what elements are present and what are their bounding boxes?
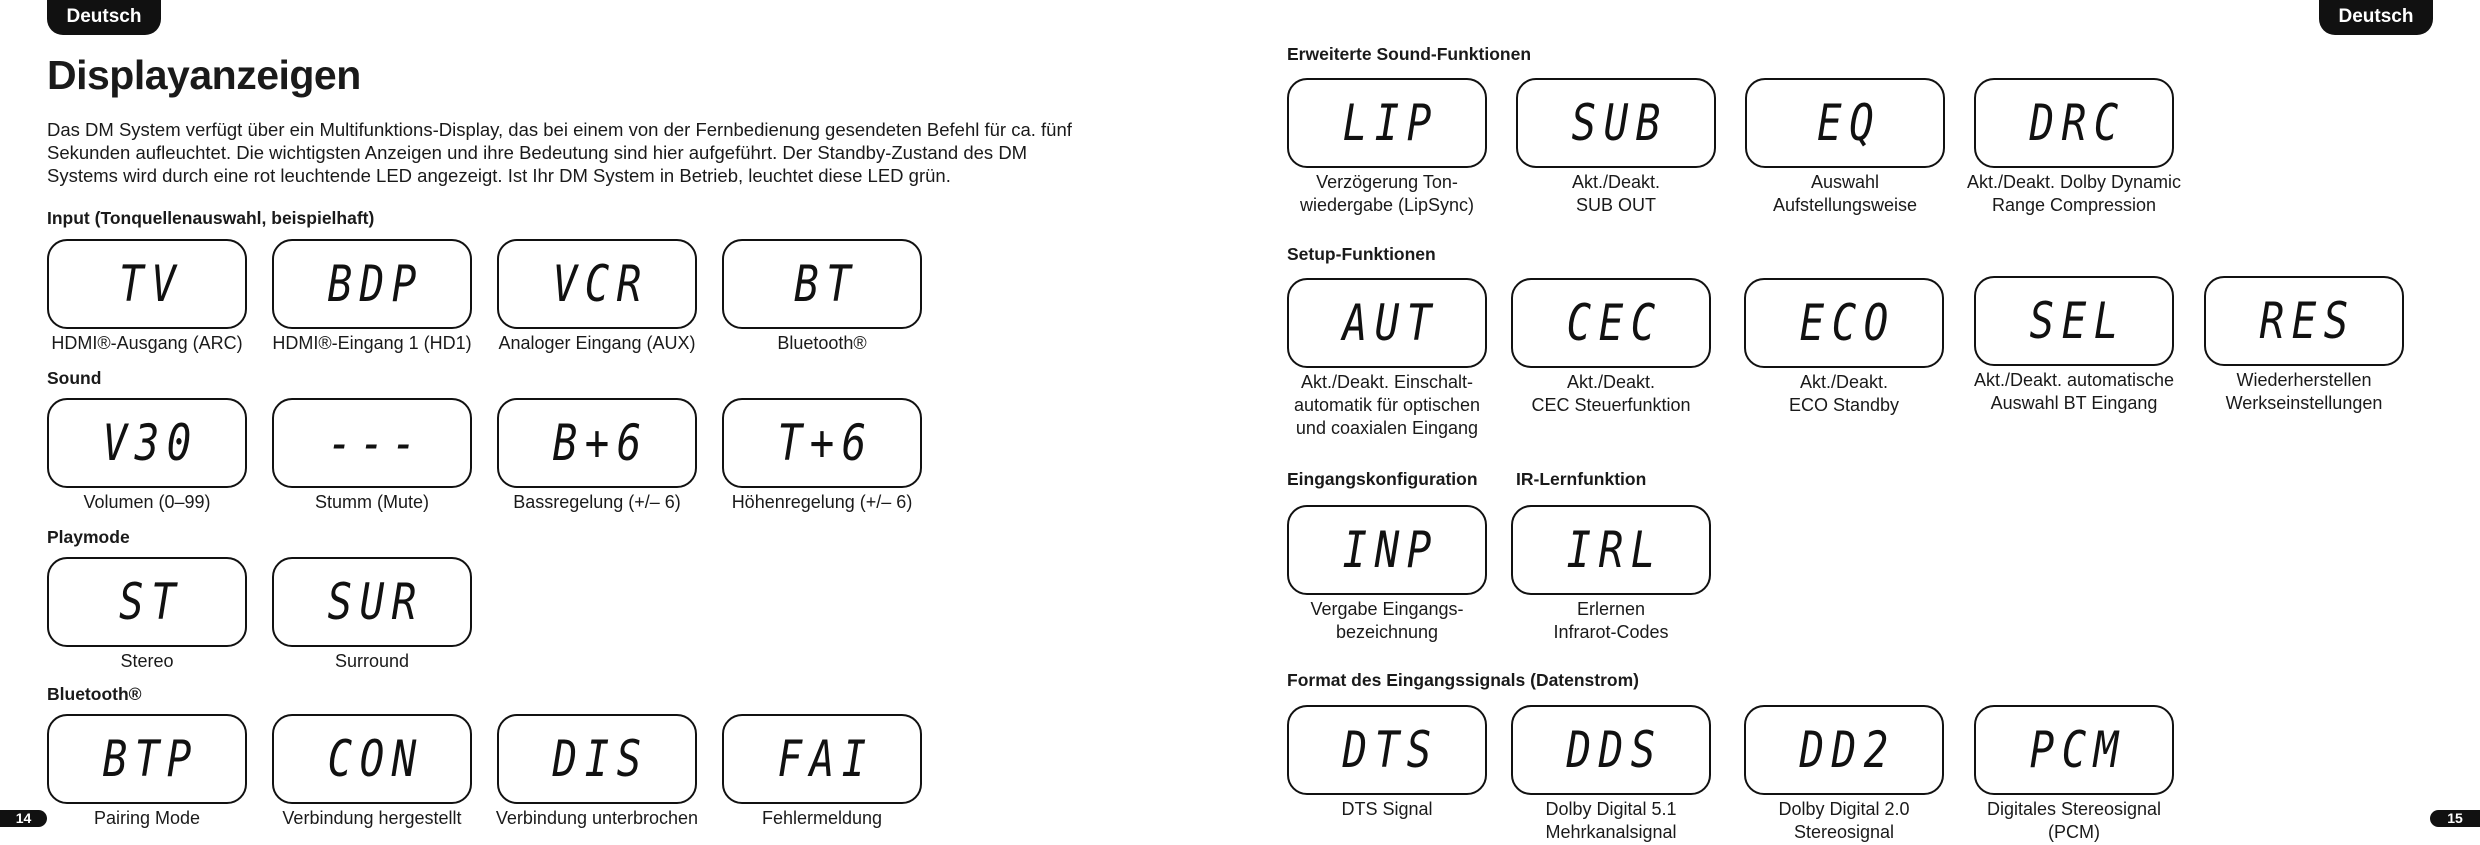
lcd-display [1511,505,1711,595]
lcd-display [1287,705,1487,795]
lcd-display [1744,705,1944,795]
lcd-text: T+6 [777,414,875,472]
page-number-left: 14 [0,810,47,827]
display-item [1511,705,1711,844]
lcd-text: CON [327,730,425,788]
lcd-display [722,714,922,804]
lcd-text: CEC [1566,294,1664,352]
display-item [1974,276,2174,415]
lcd-display [1974,276,2174,366]
language-tab-left: Deutsch [47,0,161,35]
lcd-display [272,714,472,804]
lcd-text: ST [118,573,184,631]
lcd-text: RES [2259,292,2357,350]
lcd-display [1511,278,1711,368]
display-caption: Fehlermeldung [761,808,883,828]
display-caption: Akt./Deakt. automatische Auswahl BT Eingang [1973,370,2175,413]
display-item [272,398,472,514]
lcd-display [1744,278,1944,368]
lcd-display [1974,705,2174,795]
lcd-text: FAI [777,730,875,788]
display-item [497,714,697,830]
section-heading-extended-sound: Erweiterte Sound-Funktionen [1287,44,1532,64]
lcd-text: INP [1342,521,1440,579]
lcd-display [1287,78,1487,168]
lcd-display [722,239,922,329]
lcd-text: --- [327,414,425,472]
display-caption: Akt./Deakt. Dolby Dynamic Range Compression [1966,172,2182,215]
display-item [1287,705,1487,821]
display-item [47,398,247,514]
display-caption: Akt./Deakt. Einschalt- automatik für optischen und coaxialen Eingang [1293,372,1481,438]
display-caption: Pairing Mode [93,808,201,828]
display-caption: Erlernen Infrarot-Codes [1553,599,1669,642]
lcd-text: TV [118,255,184,313]
display-item [1511,278,1711,417]
lcd-display [497,239,697,329]
display-caption: Wiederherstellen Werkseinstellungen [2225,370,2383,413]
lcd-text: AUT [1342,294,1440,352]
display-item [272,239,472,355]
lcd-display [497,714,697,804]
section-heading-input-config: Eingangskonfiguration [1287,469,1478,489]
lcd-display [497,398,697,488]
display-caption: HDMI®-Ausgang (ARC) [51,333,243,353]
display-item [497,239,697,355]
display-item [1974,705,2174,844]
lcd-text: LIP [1342,94,1440,152]
display-caption: DTS Signal [1341,799,1433,819]
lcd-display [47,398,247,488]
display-item [722,239,922,355]
section-heading-sound: Sound [47,368,102,388]
lcd-text: SUB [1571,94,1669,152]
lcd-text: DRC [2029,94,2127,152]
lcd-text: ECO [1799,294,1897,352]
display-item [1744,278,1944,417]
section-heading-setup: Setup-Funktionen [1287,244,1436,264]
display-item [2204,276,2404,415]
display-caption: Verbindung unterbrochen [495,808,699,828]
display-item [1745,78,1945,217]
display-caption: Bluetooth® [777,333,867,353]
lcd-text: DDS [1566,721,1664,779]
display-item [722,398,922,514]
lcd-text: IRL [1566,521,1664,579]
lcd-text: BT [793,255,859,313]
lcd-display [1511,705,1711,795]
display-caption: Dolby Digital 2.0 Stereosignal [1778,799,1910,842]
display-item [1516,78,1716,217]
page-number-right: 15 [2430,810,2480,827]
section-heading-input: Input (Tonquellenauswahl, beispielhaft) [47,208,375,228]
display-caption: Höhenregelung (+/– 6) [731,492,913,512]
lcd-text: SEL [2029,292,2127,350]
display-caption: Stumm (Mute) [314,492,429,512]
display-item [722,714,922,830]
lcd-text: BTP [102,730,200,788]
display-caption: Verbindung hergestellt [282,808,462,828]
display-caption: Stereo [120,651,174,671]
language-tab-right: Deutsch [2319,0,2433,35]
lcd-display [722,398,922,488]
display-item [272,557,472,673]
display-caption: HDMI®-Eingang 1 (HD1) [272,333,472,353]
lcd-text: DTS [1342,721,1440,779]
display-item [1287,505,1487,644]
display-caption: Analoger Eingang (AUX) [498,333,696,353]
lcd-text: EQ [1816,94,1882,152]
display-item [47,239,247,355]
lcd-display [1974,78,2174,168]
lcd-text: B+6 [552,414,650,472]
lcd-display [272,398,472,488]
lcd-display [1287,278,1487,368]
display-caption: Auswahl Aufstellungsweise [1772,172,1918,215]
lcd-text: DD2 [1799,721,1897,779]
display-item [1511,505,1711,644]
section-heading-playmode: Playmode [47,527,130,547]
lcd-display [272,239,472,329]
display-caption: Surround [334,651,410,671]
page-title: Displayanzeigen [47,52,361,98]
lcd-text: DIS [552,730,650,788]
section-heading-input-format: Format des Eingangssignals (Datenstrom) [1287,670,1640,690]
display-item [47,557,247,673]
intro-paragraph: Das DM System verfügt über ein Multifunktions-Display, das bei einem von der Fernbedienung gesendeten Befehl für ca. fünf Sekunden aufleuchtet. Die wichtigsten Anzeigen und ihre Bedeutung sind hier aufgeführt. Der Standby-Zustand des DM Systems wird durch eine rot leuchtende LED angezeigt. Ist Ihr DM System in Betrieb, leuchtet diese LED grün. [47,119,1072,186]
display-item [1744,705,1944,844]
display-caption: Akt./Deakt. SUB OUT [1571,172,1661,215]
display-caption: Volumen (0–99) [83,492,211,512]
display-item [272,714,472,830]
lcd-display [47,557,247,647]
display-item [1966,78,2182,217]
section-heading-ir-learn: IR-Lernfunktion [1516,469,1647,489]
display-caption: Digitales Stereosignal (PCM) [1986,799,2162,842]
display-caption: Akt./Deakt. CEC Steuerfunktion [1531,372,1691,415]
display-item [1287,78,1487,217]
display-caption: Vergabe Eingangs- bezeichnung [1310,599,1464,642]
display-item [1287,278,1487,440]
display-item [47,714,247,830]
lcd-text: SUR [327,573,425,631]
lcd-display [47,714,247,804]
lcd-display [1745,78,1945,168]
lcd-text: BDP [327,255,425,313]
lcd-display [1287,505,1487,595]
section-heading-bluetooth: Bluetooth® [47,684,142,704]
lcd-text: VCR [552,255,650,313]
lcd-display [1516,78,1716,168]
lcd-text: V30 [102,414,200,472]
display-caption: Verzögerung Ton- wiedergabe (LipSync) [1299,172,1475,215]
display-item [497,398,697,514]
lcd-display [47,239,247,329]
lcd-display [2204,276,2404,366]
lcd-display [272,557,472,647]
display-caption: Akt./Deakt. ECO Standby [1788,372,1900,415]
lcd-text: PCM [2029,721,2127,779]
display-caption: Bassregelung (+/– 6) [513,492,681,512]
display-caption: Dolby Digital 5.1 Mehrkanalsignal [1545,799,1677,842]
